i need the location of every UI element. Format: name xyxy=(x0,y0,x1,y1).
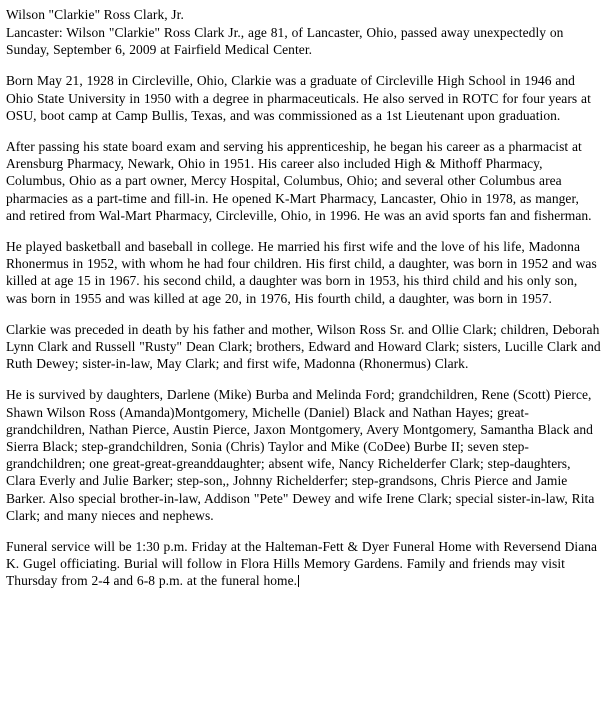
body-paragraph-final xyxy=(6,538,602,590)
lead-paragraph: Lancaster: Wilson "Clarkie" Ross Clark Jr., age 81, of Lancaster, Ohio, passed away unexpectedly on Sunday, September 6, 2009 at Fairfield Medical Center. xyxy=(6,25,564,58)
body-paragraph: After passing his state board exam and serving his apprenticeship, he began his career as a pharmacist at Arensburg Pharmacy, Newark, Ohio in 1951. His career also included High & Mithoff Pharmacy, Columbus, Ohio as a part owner, Mercy Hospital, Columbus, Ohio; and several other Columbus area pharmacies as a part-time and fill-in. He opened K-Mart Pharmacy, Lancaster, Ohio in 1978, as manger, and retired from Wal-Mart Pharmacy, Circleville, Ohio, in 1996. He was an avid sports fan and fisherman. xyxy=(6,139,592,223)
body-paragraph: Born May 21, 1928 in Circleville, Ohio, Clarkie was a graduate of Circleville High School in 1946 and Ohio State University in 1950 with a degree in pharmaceuticals. He also served in ROTC for four years at OSU, boot camp at Camp Bullis, Texas, and was commissioned as a 1st Lieutenant upon graduation. xyxy=(6,73,591,123)
text-caret xyxy=(298,575,299,587)
body-paragraph: Clarkie was preceded in death by his father and mother, Wilson Ross Sr. and Ollie Clark; children, Deborah Lynn Clark and Russell "Rusty" Dean Clark; brothers, Edward and Howard Clark; sisters, Lucille Clark and Ruth Dewey; sister-in-law, May Clark; and first wife, Madonna (Rhonermus) Clark. xyxy=(6,321,601,372)
page-title: Wilson "Clarkie" Ross Clark, Jr. xyxy=(6,7,184,22)
body-paragraph: He is survived by daughters, Darlene (Mike) Burba and Melinda Ford; grandchildren, Rene (Scott) Pierce, Shawn Wilson Ross (Amanda)Montgomery, Michelle (Daniel) Black and Nathan Hayes; great-grandchildren, Nathan Pierce, Austin Pierce, Jaxon Montgomery, Avery Montgomery, Samantha Black and Sierra Black; step-grandchildren, Sonia (Chris) Taylor and Mike (CoDee) Burbe II; seven step-grandchildren; one great-great-greanddaughter; absent wife, Nancy Richelderfer Clark; step-daughters, Clara Everly and Julie Barker; step-son,, Johnny Richelderfer; step-grandsons, Chris Pierce and Jamie Barker. Also special brother-in-law, Addison "Pete" Dewey and wife Irene Clark; special sister-in-law, Rita Clark; and many nieces and nephews. xyxy=(6,387,595,523)
final-paragraph-text: Funeral service will be 1:30 p.m. Friday at the Halteman-Fett & Dyer Funeral Home with Reversend Diana K. Gugel officiating. Burial will follow in Flora Hills Memory Gardens. Family and friends may visit Thursday from 2-4 and 6-8 p.m. at the funeral home. xyxy=(6,539,598,589)
body-paragraph: He played basketball and baseball in college. He married his first wife and the love of his life, Madonna Rhonermus in 1952, with whom he had four children. His first child, a daughter, was born in 1952 and was killed at age 15 in 1967. his second child, a daughter was born in 1953, his third child and his only son, was born in 1955 and was killed at age 20, in 1976, His fourth child, a daughter, was born in 1957. xyxy=(6,239,597,306)
